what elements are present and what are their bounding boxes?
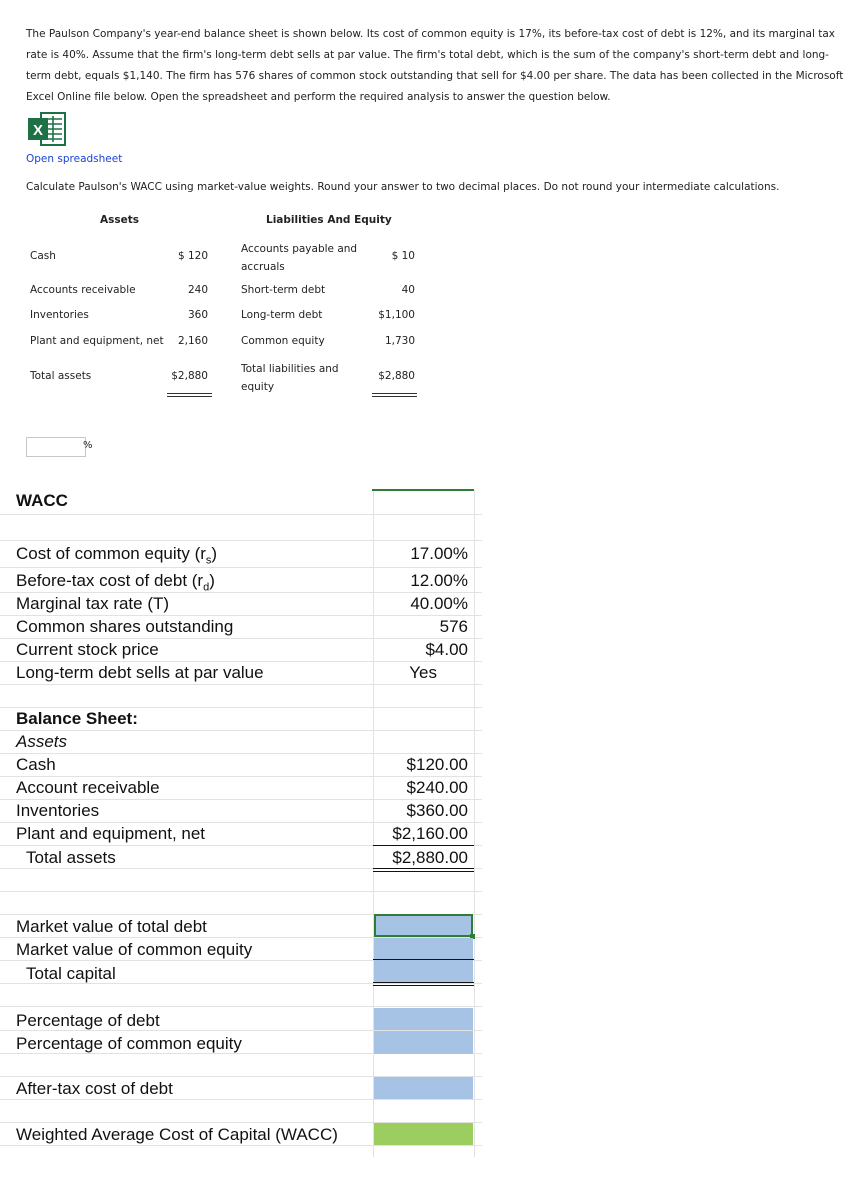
bs-asset-label: Plant and equipment, net xyxy=(30,335,164,347)
wacc-label: Weighted Average Cost of Capital (WACC) xyxy=(16,1125,338,1144)
bs-asset-label: Accounts receivable xyxy=(30,284,136,296)
input-value[interactable]: 12.00% xyxy=(410,571,468,590)
after-tax-label: After-tax cost of debt xyxy=(16,1079,173,1098)
bs-liab-value: 40 xyxy=(401,284,415,296)
bs-asset-label: Cash xyxy=(30,250,56,262)
bs-liab-value: $ 10 xyxy=(391,250,415,262)
bs-liab-label: Long-term debt xyxy=(241,309,323,321)
cell-border xyxy=(373,985,474,986)
sheet-title: WACC xyxy=(16,491,68,510)
bs-asset-label: Inventories xyxy=(30,309,89,321)
percent-unit: % xyxy=(83,440,93,451)
bs-section-title: Balance Sheet: xyxy=(16,709,138,728)
bs-liab-label: Common equity xyxy=(241,335,325,347)
bs-row-value[interactable]: $2,880.00 xyxy=(392,848,468,867)
total-rule xyxy=(372,396,417,397)
total-rule xyxy=(167,396,212,397)
question-text: Calculate Paulson's WACC using market-value weights. Round your answer to two decimal places. Do not round your intermediate calculations. xyxy=(26,181,780,193)
total-border xyxy=(373,868,474,869)
bs-row-value[interactable]: $240.00 xyxy=(406,778,468,797)
open-spreadsheet-link[interactable]: Open spreadsheet xyxy=(26,153,123,165)
excel-icon[interactable] xyxy=(27,110,67,148)
pct-debt-label: Percentage of debt xyxy=(16,1011,160,1030)
assets-subtitle: Assets xyxy=(16,732,68,751)
cell-border xyxy=(373,982,474,983)
bs-liab-value: $2,880 xyxy=(378,370,415,382)
input-label: Common shares outstanding xyxy=(16,617,234,636)
bs-row-label: Account receivable xyxy=(16,778,160,797)
bs-liab-label: Accounts payable and accruals xyxy=(241,243,358,273)
bs-liab-label: Total liabilities and equity xyxy=(241,363,339,393)
input-label: Cost of common equity $(r_s)$ xyxy=(16,544,218,567)
input-label: Before-tax cost of debt $(r_d)$ xyxy=(16,571,215,594)
input-label: Current stock price xyxy=(16,640,159,659)
bs-asset-value: 360 xyxy=(187,309,208,321)
total-capital-label: Total capital xyxy=(26,964,116,983)
input-label: Marginal tax rate (T) xyxy=(16,594,170,613)
pct-equity-cell[interactable] xyxy=(374,1031,473,1054)
bs-asset-value: $2,880 xyxy=(171,370,208,382)
bs-row-value[interactable]: $2,160.00 xyxy=(392,824,468,843)
mv-equity-cell[interactable] xyxy=(374,938,473,959)
mv-equity-label: Market value of common equity xyxy=(16,940,253,959)
wacc-cell[interactable] xyxy=(374,1123,473,1145)
mv-debt-cell[interactable] xyxy=(374,914,473,937)
total-rule xyxy=(372,393,417,394)
total-rule xyxy=(167,393,212,394)
bs-asset-value: $ 120 xyxy=(177,250,208,262)
bs-row-value[interactable]: $360.00 xyxy=(406,801,468,820)
bs-liab-value: $1,100 xyxy=(378,309,415,321)
bs-liab-value: 1,730 xyxy=(384,335,415,347)
bs-asset-label: Total assets xyxy=(30,370,92,382)
pct-equity-label: Percentage of common equity xyxy=(16,1034,242,1053)
liabilities-header: Liabilities And Equity xyxy=(266,214,392,226)
input-value[interactable]: $4.00 xyxy=(425,640,468,659)
input-value[interactable]: 576 xyxy=(439,617,468,636)
mv-debt-label: Market value of total debt xyxy=(16,917,207,936)
input-value[interactable]: Yes xyxy=(409,663,437,682)
bs-asset-value: 240 xyxy=(187,284,208,296)
wacc-answer-input[interactable] xyxy=(26,437,86,457)
column-selection-border xyxy=(372,489,474,491)
bs-liab-label: Short-term debt xyxy=(241,284,326,296)
excel-icon-letter: X xyxy=(32,122,44,139)
bs-asset-value: 2,160 xyxy=(177,335,208,347)
total-border xyxy=(373,871,474,872)
bs-row-value[interactable]: $120.00 xyxy=(406,755,468,774)
bs-row-label: Inventories xyxy=(16,801,100,820)
input-label: Long-term debt sells at par value xyxy=(16,663,264,682)
bs-row-label: Cash xyxy=(16,755,56,774)
problem-statement: The Paulson Company's year-end balance sheet is shown below. Its cost of common equity is 17%, its before-tax cost of debt is 12%, and its marginal tax rate is 40%. Assume that the firm's long-term debt sells at par value. The firm's total debt, which is the sum of the company's short-term debt and long-term debt, equals $1,140. The firm has 576 shares of common stock outstanding that sell for $4.00 per share. The data has been collected in the Microsoft Excel Online file below. Open the spreadsheet and perform the required analysis to answer the question below. xyxy=(26,28,844,103)
bs-row-label: Total assets xyxy=(26,848,116,867)
after-tax-cell[interactable] xyxy=(374,1077,473,1099)
input-value[interactable]: 17.00% xyxy=(410,544,468,563)
assets-header: Assets xyxy=(100,214,140,226)
bs-row-label: Plant and equipment, net xyxy=(16,824,206,843)
total-capital-cell[interactable] xyxy=(374,960,473,982)
pct-debt-cell[interactable] xyxy=(374,1008,473,1030)
grid-line xyxy=(474,490,475,1157)
input-value[interactable]: 40.00% xyxy=(410,594,468,613)
total-border xyxy=(373,845,474,846)
